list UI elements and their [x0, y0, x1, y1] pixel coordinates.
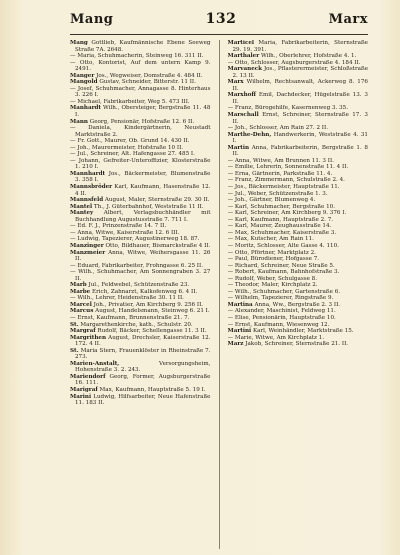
- header-right-word: Marx: [328, 12, 368, 27]
- directory-entry: — Jos., Bäckermeister, Hauptstraße 11.: [227, 184, 340, 191]
- header-left-word: Mang: [70, 12, 114, 27]
- directory-entry: Mannhardt Jos., Bäckermeister, Blumenstraße 3. 358 I.: [70, 170, 211, 184]
- directory-entry: — Jul., Schreiner, Alt. Hafengasse 27. 485 I.: [70, 151, 195, 158]
- directory-entry: Marigraf Max, Kaufmann, Hauptstraße 5. 19 I.: [70, 386, 206, 393]
- directory-entry: Marvaneck Jos., Pflasterermeister, Schloßstraße 2. 13 II.: [227, 66, 368, 79]
- column-divider: [219, 40, 220, 549]
- directory-entry: Manger Jos., Wegweiser, Domstraße 4. 484 II.: [70, 72, 203, 79]
- directory-entry: Marini Ludwig, Hilfsarbeiter, Neue Hafenstraße 11. 183 II.: [70, 393, 211, 407]
- directory-entry: Mariendorf Georg, Former, Augsburgerstraße 16. 111.: [70, 373, 211, 387]
- directory-entry: — Robert, Kaufmann, Bahnhofstraße 3.: [227, 269, 340, 276]
- directory-entry: Martin Anna, Fabrikarbeiterin, Bergstraße 1. 8 II.: [227, 144, 368, 158]
- directory-entry: St. Maria Stern, Frauenklöster in Rheinstraße 7. 273.: [70, 347, 211, 361]
- header-rule: [70, 34, 368, 35]
- directory-entry: — Joh., Gärtner, Blumenweg 4.: [227, 197, 316, 204]
- page-header: [70, 11, 368, 31]
- page-number: 132: [205, 11, 237, 27]
- directory-entry: Mannsfeld August, Maler, Sternstraße 29. 30 II.: [70, 197, 210, 204]
- directory-entry: — Elise, Pensionärin, Hauptstraße 10.: [227, 314, 336, 321]
- directory-entry: — Karl, Schreiner, Am Kirchberg 9. 376 I.: [227, 210, 347, 217]
- directory-entry: Marthe-Dehn, Handwerkerin, Weststraße 4. 31 I.: [227, 131, 368, 145]
- directory-entry: Martini Karl, Weinhändler, Marktstraße 15.: [227, 328, 354, 335]
- directory-entry: — Otto, Kontorist, Auf dem untern Kamp 9. 2491.: [70, 59, 211, 73]
- directory-entry: Manhardt Wilh., Obersteiger, Bergstraße 11. 48 I.: [70, 105, 211, 119]
- directory-entry: Martina Anna, Ww., Bergstraße 2. 3 II.: [227, 301, 341, 308]
- directory-entry: Mang Gottlieb, Kaufmännische Ebene Seeweg Straße 7A. 2648.: [70, 40, 211, 53]
- directory-entry: — Anna, Witwe, Kaiserstraße 12. 6 III.: [70, 229, 180, 236]
- directory-entry: — Wilh., Schuhmacher, Am Sonnengraben 3. 27 II.: [70, 269, 211, 282]
- directory-entry: Margrithen August, Drechsler, Kaiserstraße 12. 172. 4 II.: [70, 334, 211, 348]
- directory-entry: Manzmeier Anna, Witwe, Weihersgasse 11. 26 II.: [70, 249, 211, 263]
- directory-entry: — Franz, Zimmermann, Schulstraße 2. 4.: [227, 177, 345, 184]
- directory-entry: — Wilh., Lehrer, Heidenstraße 30. 11 II.: [70, 295, 184, 302]
- directory-entry: — Karl, Maurer, Zeughausstraße 14.: [227, 223, 332, 230]
- directory-entry: Mantel Th., J. Güterbahnhof, Weststraße 11 II.: [70, 203, 204, 210]
- directory-entry: — Otto, Schlosser, Augsburgerstraße 4. 184 II.: [227, 59, 361, 66]
- directory-entry: — Michael, Fabrikarbeiter, Weg 5. 473 III.: [70, 98, 190, 105]
- directory-entry: Mantey Albert, Verlagsbuchhändler mit Buchhandlung Augustusstraße 7. 711 I.: [70, 210, 211, 223]
- directory-entry: — Josef, Schuhmacher, Annagasse 8. Hinterhaus 3. 226 I.: [70, 85, 211, 99]
- directory-entry: Marxhoff Emil, Dachdecker, Hügelstraße 13. 3 II.: [227, 92, 368, 105]
- directory-entry: — Richard, Schreiner, Neue Straße 5.: [227, 262, 335, 269]
- directory-entry: Marbe Erich, Zahnarzt, Kalkofenweg 6. 4 II.: [70, 288, 198, 295]
- directory-entry: Mann Georg, Pensionär, Hofstraße 12. 6 II.: [70, 118, 195, 125]
- directory-entry: — Jul., Weber, Schützenstraße 1. 3.: [227, 190, 328, 197]
- directory-entry: — Karl, Schuhmacher, Bergstraße 10.: [227, 203, 336, 210]
- directory-entry: Mangold Gustav, Schneider, Bitterstr. 11 II.: [70, 79, 196, 86]
- directory-entry: — Fr. Gott., Maurer, Ob. Grund 14. 430 II.: [70, 138, 190, 145]
- directory-entry: St. Margarethenkirche, kath., Schulstr. 20.: [70, 321, 193, 328]
- directory-entry: — Wilhelm, Tapezierer, Ringstraße 9.: [227, 295, 334, 302]
- directory-entry: — Anna, Witwe, Am Brunnen 11. 3 II.: [227, 157, 334, 164]
- directory-entry: — Erna, Gärtnerin, Parkstraße 11. 4.: [227, 170, 333, 177]
- directory-entry: — Franz, Bürogehilfe, Kasernenweg 3. 35.: [227, 105, 348, 112]
- directory-entry: — Max, Schuhmacher, Kaiserstraße 3.: [227, 229, 337, 236]
- directory-entry: Marb Jul., Feldwebel, Schützenstraße 23.: [70, 282, 190, 289]
- directory-entry: Marien-Anstalt, Versorgungsheim, Hohenstraße 3. 2. 243.: [70, 360, 211, 374]
- directory-entry: Marticel Maria, Fabrikarbeiterin, Sternstraße 29. 19. 391.: [227, 40, 368, 53]
- directory-entry: — Ludwig, Tapezierer, Augustinerweg 18. 87.: [70, 236, 200, 243]
- directory-entry: — Emilie, Lehrerin, Sonnenstraße 11. 4 II.: [227, 164, 349, 171]
- directory-entry: — Otto, Pförtner, Marktplatz 2.: [227, 249, 316, 256]
- directory-entry: Mannsbröder Karl, Kaufmann, Hasenstraße 12. 4 II.: [70, 184, 211, 197]
- directory-entry: — Daniela, Kindergärtnerin, Neustadt Marktstraße 2.: [70, 125, 211, 138]
- directory-entry: — Ernst, Kaufmann, Brunnenstraße 21. 7.: [70, 314, 190, 321]
- directory-entry: — Ed. F. J., Prinzenstraße 14. 7 II.: [70, 223, 167, 230]
- directory-entry: Marcus August, Handelsmann, Steinweg 6. 21 I.: [70, 308, 210, 315]
- left-column: [70, 40, 211, 549]
- directory-entry: Marz Jakob, Schreiner, Sternstraße 21. II.: [227, 341, 349, 348]
- directory-entry: Marschall Ernst, Schreiner, Sternstraße 17. 3 II.: [227, 112, 368, 125]
- directory-entry: — Johann, Gefreiter-Unteroffizier, Klosterstraße 1. 210 I.: [70, 157, 211, 171]
- directory-entry: — Wilh., Schuhmacher, Gartenstraße 6.: [227, 288, 341, 295]
- directory-entry: — Marie, Witwe, Am Kirchplatz 1.: [227, 334, 325, 341]
- directory-entry: — Alexander, Maschinist, Feldweg 11.: [227, 308, 336, 315]
- directory-entry: — Eduard, Fabrikarbeiter, Frohngasse 6. 25 II.: [70, 262, 203, 269]
- directory-entry: — Max, Kutscher, Am Rain 11.: [227, 236, 314, 243]
- entries-columns: [70, 40, 368, 549]
- directory-entry: — Karl, Kaufmann, Hauptstraße 2. 7.: [227, 216, 334, 223]
- directory-entry: — Joh., Schlosser, Am Rain 27. 2 II.: [227, 125, 328, 132]
- directory-entry: — Paul, Bürodiener, Hofgasse 7.: [227, 256, 320, 263]
- directory-entry: — Maria, Schuhmacherin, Steinweg 16. 311 II.: [70, 53, 204, 60]
- directory-entry: Margraf Rudolf, Bäcker, Schellengasse 11. 3 II.: [70, 328, 207, 335]
- directory-entry: — Rudolf, Weber, Schulgasse 8.: [227, 275, 318, 282]
- directory-entry: — Joh., Maurermeister, Hofstraße 10 II.: [70, 144, 184, 151]
- directory-entry: Manzinger Otto, Bildhauer, Bismarckstraße 4 II.: [70, 242, 211, 249]
- directory-entry: Marcel Joh., Privatier, Am Kirchberg 9. 256 II.: [70, 301, 204, 308]
- directory-entry: — Moritz, Schlosser, Alte Gasse 4. 110.: [227, 242, 339, 249]
- directory-entry: Marx Wilhelm, Rechtsanwalt, Ackerweg 8. 176 II.: [227, 79, 368, 92]
- directory-entry: — Ernst, Kaufmann, Wiesenweg 12.: [227, 321, 330, 328]
- directory-entry: Marthaler Wilh., Oberlehrer, Hofstraße 4. 1.: [227, 53, 357, 60]
- right-column: [228, 40, 369, 549]
- directory-entry: — Theodor, Maler, Kirchplatz 2.: [227, 282, 318, 289]
